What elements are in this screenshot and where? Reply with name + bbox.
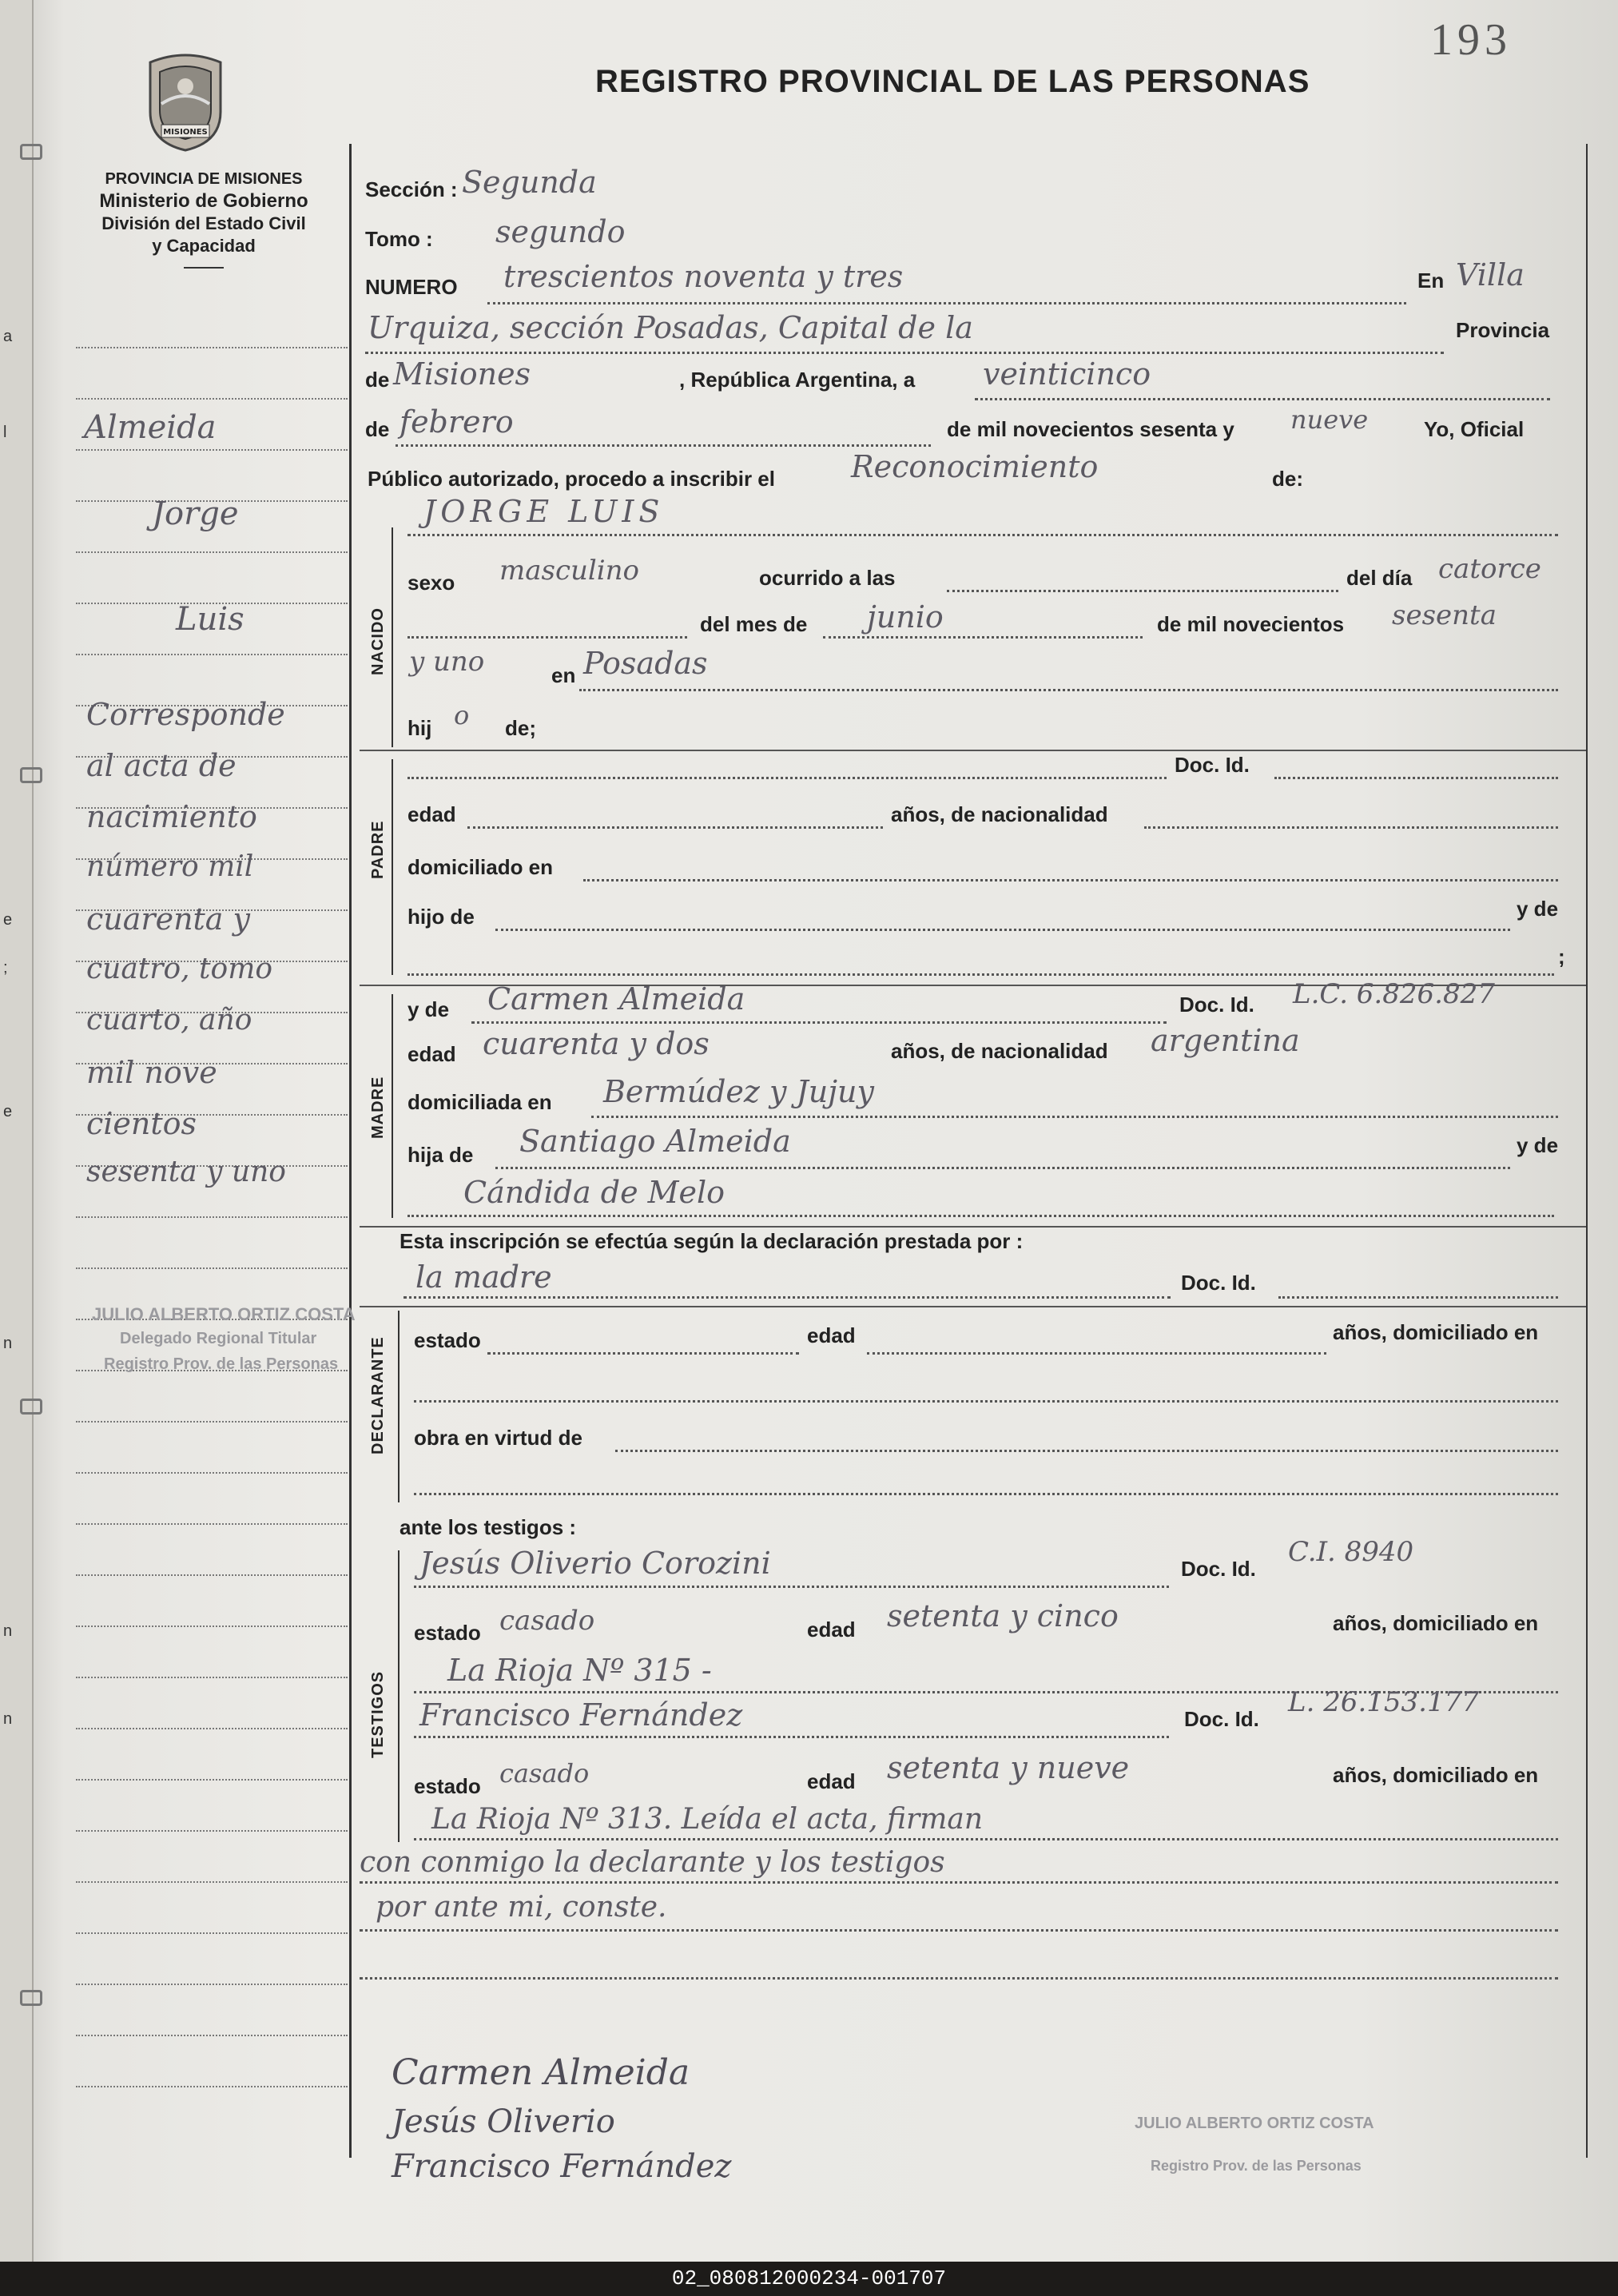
padre-side-label: PADRE xyxy=(369,820,387,879)
edad-label: edad xyxy=(407,802,456,826)
republica-label: , República Argentina, a xyxy=(679,368,916,392)
dia-value: catorce xyxy=(1438,553,1541,585)
edad-label: edad xyxy=(807,1769,856,1793)
ano-value: nueve xyxy=(1290,404,1369,435)
fecha-dia-value: veinticinco xyxy=(983,356,1151,392)
staple xyxy=(20,144,42,160)
edad-label: edad xyxy=(807,1323,856,1347)
y-de-label: y de xyxy=(1517,897,1559,921)
field-line xyxy=(467,826,883,829)
section-divider xyxy=(360,1306,1586,1307)
testigo1-value: Jesús Oliverio Corozini xyxy=(419,1546,771,1581)
field-line xyxy=(414,1493,1558,1495)
mes-value: febrero xyxy=(400,404,514,440)
signature-3: Francisco Fernández xyxy=(392,2148,732,2185)
hijo-de-label: hijo de xyxy=(407,905,475,929)
sexo-label: sexo xyxy=(407,571,455,595)
ano-nac2-value: y uno xyxy=(409,646,485,678)
numero-label: NUMERO xyxy=(365,275,458,299)
acto-value: Reconocimiento xyxy=(851,449,1099,484)
division-line: División del Estado Civil xyxy=(101,213,306,233)
domiciliado-label: domiciliado en xyxy=(407,855,554,879)
ano-nac-value: sesenta xyxy=(1392,599,1497,631)
del-dia-label: del día xyxy=(1346,566,1413,590)
province-line: PROVINCIA DE MISIONES xyxy=(105,170,303,188)
field-line xyxy=(396,444,931,447)
doc-id-label: Doc. Id. xyxy=(1181,1557,1256,1581)
ministry-line: Ministerio de Gobierno xyxy=(99,190,308,212)
right-border xyxy=(1586,144,1588,2158)
field-line xyxy=(579,689,1558,691)
closing-line: con conmigo la declarante y los testigos xyxy=(360,1846,945,1879)
doc-id-label: Doc. Id. xyxy=(1181,1271,1256,1295)
lugar-nac-value: Posadas xyxy=(583,646,708,681)
y-de-label: y de xyxy=(1517,1133,1559,1157)
signature-1: Carmen Almeida xyxy=(392,2052,690,2093)
testigo2-value: Francisco Fernández xyxy=(419,1697,743,1733)
field-line xyxy=(404,1296,1171,1299)
field-line xyxy=(823,636,1143,639)
field-line xyxy=(1278,1296,1558,1299)
madre-doc-value: L.C. 6.826.827 xyxy=(1293,978,1495,1010)
footer-id: 02_080812000234-001707 xyxy=(0,2262,1618,2296)
y-de-start-label: y de xyxy=(407,997,450,1021)
field-line xyxy=(407,1215,1554,1217)
testigo1-doc-value: C.I. 8940 xyxy=(1288,1536,1414,1568)
margin-note: sesenta y uno xyxy=(86,1156,286,1188)
testigos-label: ante los testigos : xyxy=(400,1515,577,1539)
hij-suffix-value: o xyxy=(454,700,470,730)
de-mes-label: de xyxy=(365,417,390,441)
field-line xyxy=(414,1736,1169,1738)
page-title: REGISTRO PROVINCIAL DE LAS PERSONAS xyxy=(595,64,1310,99)
margin-rule xyxy=(349,144,352,2158)
field-line xyxy=(615,1450,1558,1452)
provincia-label: Provincia xyxy=(1456,318,1550,342)
section-divider xyxy=(360,1226,1586,1228)
signature-2: Jesús Oliverio xyxy=(392,2103,615,2140)
block-rule xyxy=(392,527,393,747)
testigo1-dom-value: La Rioja Nº 315 - xyxy=(447,1653,712,1688)
edad-label: edad xyxy=(407,1042,456,1066)
field-line xyxy=(495,1167,1510,1169)
publico-label: Público autorizado, procedo a inscribir el xyxy=(368,467,775,491)
de-semi-label: de; xyxy=(505,716,536,740)
block-rule xyxy=(392,994,393,1218)
field-line xyxy=(583,879,1558,881)
margin-note: número mil xyxy=(86,850,254,883)
ocurrido-label: ocurrido a las xyxy=(759,566,896,590)
margin-note: Jorge xyxy=(152,495,239,532)
block-rule xyxy=(392,759,393,975)
field-line xyxy=(487,302,1406,304)
provincial-seal-icon xyxy=(142,48,229,152)
obra-label: obra en virtud de xyxy=(414,1426,582,1450)
madre-madre-value: Cándida de Melo xyxy=(463,1175,726,1210)
margin-note: nacimiento xyxy=(86,799,257,834)
official-stamp-line: Registro Prov. de las Personas xyxy=(1151,2158,1362,2174)
estado-label: estado xyxy=(414,1621,481,1645)
field-line xyxy=(591,1116,1558,1118)
yo-oficial-label: Yo, Oficial xyxy=(1424,417,1525,441)
madre-padre-value: Santiago Almeida xyxy=(519,1124,791,1159)
staple xyxy=(20,1399,42,1415)
margin-note: cientos xyxy=(86,1106,197,1141)
estado-label: estado xyxy=(414,1774,481,1798)
staple xyxy=(20,1990,42,2006)
margin-note: Almeida xyxy=(84,409,217,446)
official-stamp-line: Registro Prov. de las Personas xyxy=(104,1355,339,1373)
province-header xyxy=(60,168,348,269)
official-stamp-line: JULIO ALBERTO ORTIZ COSTA xyxy=(1135,2115,1374,2132)
anos-dom-label: años, domiciliado en xyxy=(1333,1320,1539,1344)
anos-dom-label: años, domiciliado en xyxy=(1333,1611,1539,1635)
testigo2-estado-value: casado xyxy=(499,1758,590,1789)
field-line xyxy=(414,1400,1558,1403)
anos-nac-label: años, de nacionalidad xyxy=(891,1039,1108,1063)
testigo1-estado-value: casado xyxy=(499,1605,595,1637)
doc-id-label: Doc. Id. xyxy=(1184,1707,1259,1731)
page-number: 193 xyxy=(1430,15,1512,65)
field-line xyxy=(407,777,1167,779)
field-line xyxy=(360,1929,1558,1932)
field-line xyxy=(495,929,1510,931)
margin-note: al acta de xyxy=(86,748,237,783)
field-line xyxy=(360,1881,1558,1884)
del-mes-label: del mes de xyxy=(700,612,808,636)
block-rule xyxy=(398,1311,400,1502)
de-label: de xyxy=(365,368,390,392)
field-line xyxy=(487,1352,799,1355)
closing-line: por ante mi, conste. xyxy=(376,1891,667,1924)
anos-dom-label: años, domiciliado en xyxy=(1333,1763,1539,1787)
declaracion-label: Esta inscripción se efectúa según la declaración prestada por : xyxy=(400,1229,1024,1253)
field-line xyxy=(407,636,687,639)
testigo2-edad-value: setenta y nueve xyxy=(887,1750,1130,1785)
testigos-side-label: TESTIGOS xyxy=(369,1670,387,1758)
madre-edad-value: cuarenta y dos xyxy=(483,1026,710,1061)
staple xyxy=(20,767,42,783)
field-line xyxy=(947,590,1338,592)
tomo-value: segundo xyxy=(495,214,626,249)
adjacent-page-edge: a l e ; e n n n xyxy=(0,0,34,2262)
nombre-value: JORGE LUIS xyxy=(423,494,665,529)
doc-id-label: Doc. Id. xyxy=(1175,753,1250,777)
divider xyxy=(184,267,224,269)
semicolon-label: ; xyxy=(1558,945,1565,969)
estado-label: estado xyxy=(414,1328,481,1352)
margin-lines xyxy=(76,297,348,2087)
margin-note: Corresponde xyxy=(86,697,285,732)
testigo2-dom-value: La Rioja Nº 313. Leída el acta, firman xyxy=(431,1803,984,1836)
field-line xyxy=(867,1352,1326,1355)
madre-side-label: MADRE xyxy=(369,1076,387,1139)
doc-id-label: Doc. Id. xyxy=(1179,993,1254,1017)
nacido-side-label: NACIDO xyxy=(369,607,387,675)
margin-note: Luis xyxy=(176,601,244,638)
field-line xyxy=(414,1586,1169,1588)
testigo1-edad-value: setenta y cinco xyxy=(887,1598,1119,1633)
field-line xyxy=(1144,826,1558,829)
sexo-value: masculino xyxy=(499,555,640,587)
margin-note: mil nove xyxy=(86,1055,217,1090)
en-value: Villa xyxy=(1456,257,1525,292)
margin-note: cuatro, tomo xyxy=(86,953,272,985)
field-line xyxy=(1274,777,1558,779)
madre-nombre-value: Carmen Almeida xyxy=(487,981,745,1017)
field-line xyxy=(407,534,1558,536)
seal-text: MISIONES xyxy=(163,128,208,137)
field-line xyxy=(407,973,1554,976)
madre-nac-value: argentina xyxy=(1151,1023,1300,1058)
seccion-label: Sección : xyxy=(365,177,458,201)
anos-nac-label: años, de nacionalidad xyxy=(891,802,1108,826)
mil-sesenta-label: de mil novecientos sesenta y xyxy=(947,417,1234,441)
de-colon-label: de: xyxy=(1272,467,1303,491)
margin-note: cuarto, año xyxy=(86,1004,252,1037)
official-stamp-line: JULIO ALBERTO ORTIZ COSTA xyxy=(92,1304,356,1324)
madre-dom-value: Bermúdez y Jujuy xyxy=(603,1074,874,1109)
official-stamp-line: Delegado Regional Titular xyxy=(120,1330,317,1347)
testigo2-doc-value: L. 26.153.177 xyxy=(1288,1686,1479,1718)
en-lugar-label: en xyxy=(551,663,576,687)
field-line xyxy=(414,1838,1558,1840)
mil-novecientos-label: de mil novecientos xyxy=(1157,612,1345,636)
edad-label: edad xyxy=(807,1618,856,1641)
block-rule xyxy=(398,1550,400,1842)
declarante-side-label: DECLARANTE xyxy=(369,1336,387,1454)
section-divider xyxy=(360,750,1586,751)
declarante-value: la madre xyxy=(415,1259,552,1295)
field-line xyxy=(360,1977,1558,1980)
numero-value: trescientos noventa y tres xyxy=(503,259,904,294)
tomo-label: Tomo : xyxy=(365,227,433,251)
en-label: En xyxy=(1417,269,1445,292)
seccion-value: Segunda xyxy=(462,165,597,200)
hij-label: hij xyxy=(407,716,432,740)
mes-nac-value: junio xyxy=(867,599,944,635)
margin-note: cuarenta y xyxy=(86,901,251,937)
field-line xyxy=(471,1021,1167,1024)
field-line xyxy=(365,352,1444,354)
domiciliada-label: domiciliada en xyxy=(407,1090,552,1114)
hija-de-label: hija de xyxy=(407,1143,474,1167)
lugar-value: Urquiza, sección Posadas, Capital de la xyxy=(368,310,973,345)
capacity-line: y Capacidad xyxy=(152,236,256,256)
provincia-value: Misiones xyxy=(393,356,531,392)
field-line xyxy=(975,398,1550,400)
